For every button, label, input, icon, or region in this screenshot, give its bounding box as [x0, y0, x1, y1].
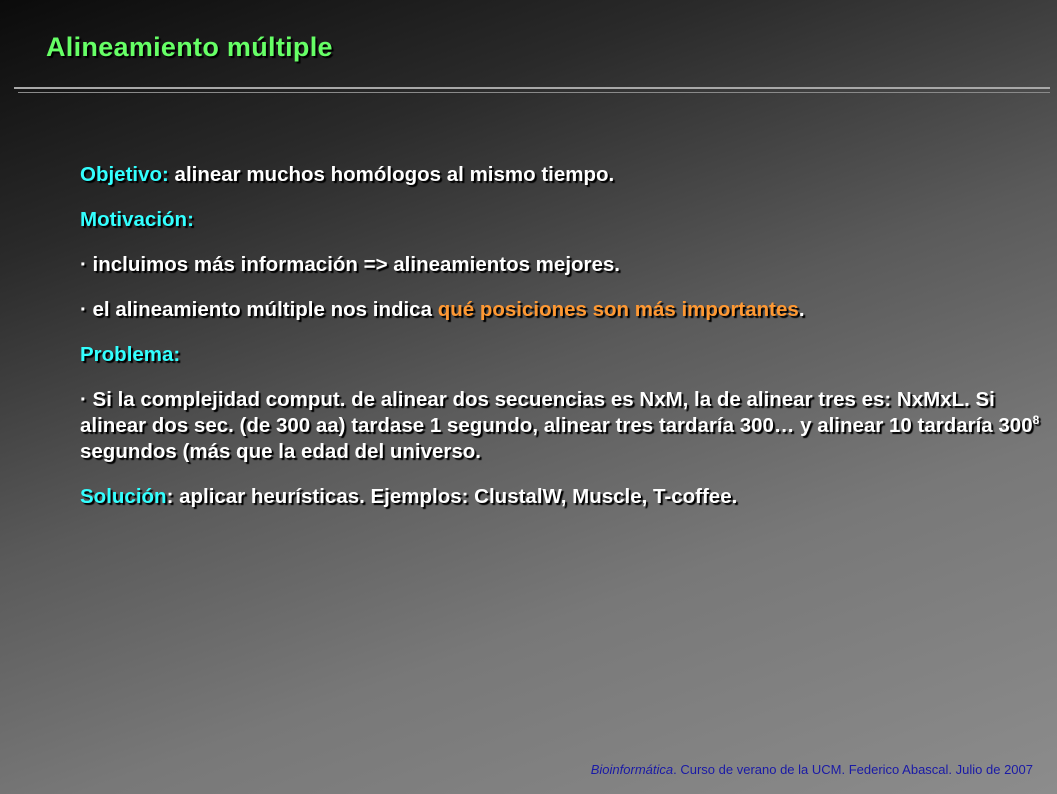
problem-heading: [80, 342, 1040, 368]
solution-line: [80, 484, 1040, 510]
slide-body: [80, 162, 1040, 529]
title-divider-secondary: [18, 92, 1050, 93]
motivation-item-2-highlight: qué posiciones son más importantes: [437, 298, 799, 321]
motivation-item-1: · incluimos más información => alineamientos mejores.: [80, 253, 621, 276]
motivation-item-2-pre: · el alineamiento múltiple nos indica: [80, 298, 438, 321]
objective-line: [80, 162, 1040, 188]
motivation-label: Motivación:: [80, 208, 194, 231]
problem-text: [80, 387, 1040, 465]
motivation-heading: [80, 207, 1040, 233]
objective-text: alinear muchos homólogos al mismo tiempo.: [168, 163, 615, 186]
slide-footer: [591, 762, 1033, 777]
solution-text: : aplicar heurísticas. Ejemplos: ClustalW, Muscle, T-coffee.: [166, 485, 738, 508]
problem-label: Problema:: [80, 343, 181, 366]
problem-text-pre: · Si la complejidad comput. de alinear dos secuencias es NxM, la de alinear tres es: NxMxL. Si alinear dos sec. (de 300 aa) tardase 1 segundo, alinear tres tardaría 300… y alinear 10 tardaría 300: [80, 388, 1033, 437]
objective-label: Objetivo:: [80, 163, 169, 186]
motivation-item-2-post: .: [798, 298, 805, 321]
title-divider: [14, 87, 1050, 89]
problem-exponent: 8: [1032, 413, 1040, 428]
footer-italic: Bioinformática: [590, 762, 674, 777]
footer-text: . Curso de verano de la UCM. Federico Abascal. Julio de 2007: [673, 762, 1033, 777]
motivation-item-2: [80, 297, 1040, 323]
problem-text-post: segundos (más que la edad del universo.: [80, 440, 481, 463]
slide-title: Alineamiento múltiple: [46, 32, 333, 62]
solution-label: Solución: [80, 485, 167, 508]
